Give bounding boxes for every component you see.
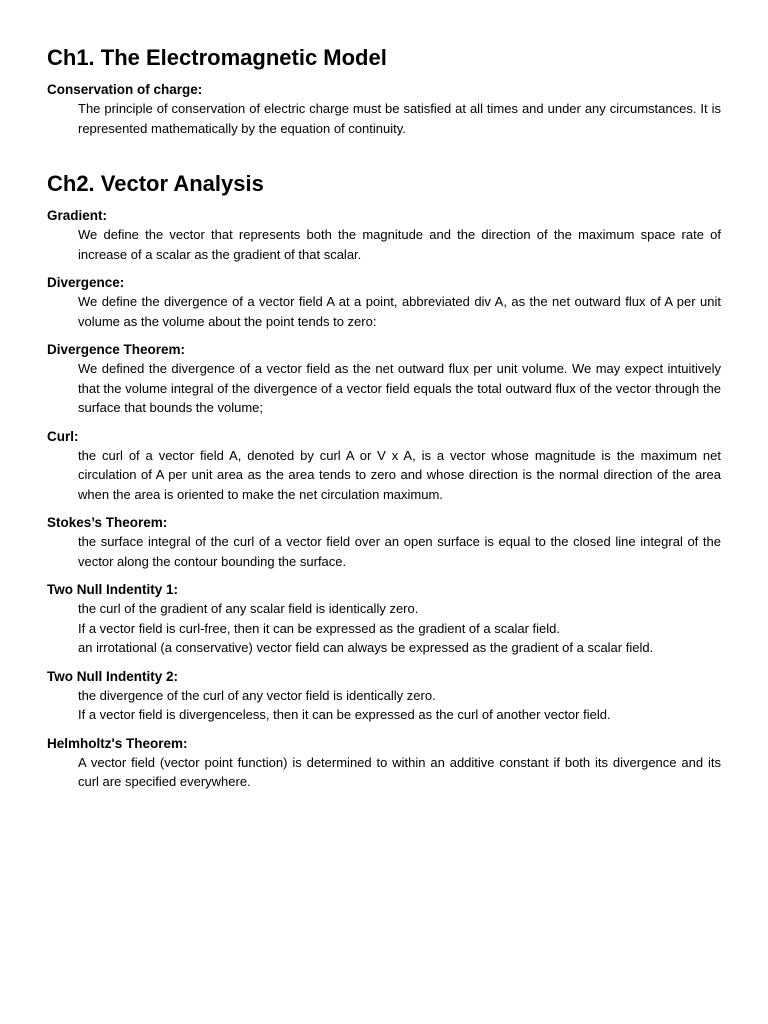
topic-title: Helmholtz's Theorem:: [47, 735, 188, 751]
topic-paragraph: the surface integral of the curl of a vector field over an open surface is equal to the closed line integral of the vector along the contour bounding the surface.: [78, 534, 721, 569]
topic-title: Divergence:: [47, 275, 125, 290]
topic-line: If a vector field is curl-free, then it can be expressed as the gradient of a scalar field.: [78, 620, 560, 636]
topic-paragraph: We define the vector that represents both the magnitude and the direction of the maximum space rate of increase of a scalar as the gradient of that scalar.: [78, 227, 721, 262]
topic-title: Gradient:: [47, 208, 108, 223]
topic-paragraph: The principle of conservation of electric charge must be satisfied at all times and under any circumstances. It is represented mathematically by the equation of continuity.: [78, 101, 721, 136]
topic-body: [78, 225, 721, 264]
topic-paragraph: We define the divergence of a vector field A at a point, abbreviated div A, as the net outward flux of A per unit volume as the volume about the point tends to zero:: [78, 294, 721, 329]
topic-title: Two Null Indentity 1:: [47, 582, 178, 597]
topic-line: an irrotational (a conservative) vector field can always be expressed as the gradient of a scalar field.: [78, 640, 654, 655]
topic-curl: [47, 427, 721, 505]
topic-title: Two Null Indentity 2:: [47, 668, 178, 684]
topic-paragraph: A vector field (vector point function) is determined to within an additive constant if both its divergence and its curl are specified everywhere.: [78, 754, 721, 789]
topic-line: the curl of the gradient of any scalar field is identically zero.: [78, 601, 419, 616]
topic-title: Conservation of charge:: [47, 82, 203, 97]
topic-body: [78, 599, 721, 658]
topic-body: [78, 292, 721, 331]
topic-paragraph: We defined the divergence of a vector field as the net outward flux per unit volume. We may expect intuitively that the volume integral of the divergence of a vector field equals the total outward flux of the vector through the surface that bounds the volume;: [78, 361, 721, 415]
topic-two-null-identity-1: [47, 580, 721, 658]
topic-body: [78, 99, 721, 138]
topic-gradient: [47, 206, 721, 264]
topic-title: Stokes’s Theorem:: [47, 515, 168, 530]
topic-line: the divergence of the curl of any vector field is identically zero.: [78, 687, 436, 703]
topic-line: If a vector field is divergenceless, then it can be expressed as the curl of another vector field.: [78, 707, 611, 722]
topic-helmholtz-theorem: [47, 734, 721, 792]
topic-body: [78, 532, 721, 571]
topic-body: [78, 359, 721, 418]
topic-divergence: [47, 273, 721, 331]
topic-paragraph: the curl of a vector field A, denoted by curl A or V x A, is a vector whose magnitude is the maximum net circulation of A per unit area as the area tends to zero and whose direction is the normal direction of the area when the area is oriented to make the net circulation maximum.: [78, 447, 721, 502]
chapter-title-ch2: Ch2. Vector Analysis: [47, 171, 264, 196]
topic-title: Curl:: [47, 428, 79, 444]
topic-body: [78, 686, 721, 725]
topic-divergence-theorem: [47, 340, 721, 418]
topic-two-null-identity-2: [47, 667, 721, 725]
document-content: [47, 40, 721, 792]
topic-body: [78, 446, 721, 505]
topic-body: [78, 753, 721, 792]
topic-stokes-theorem: [47, 513, 721, 571]
topic-conservation-of-charge: [47, 80, 721, 138]
chapter-title-ch1: Ch1. The Electromagnetic Model: [47, 45, 387, 70]
topic-title: Divergence Theorem:: [47, 342, 186, 357]
